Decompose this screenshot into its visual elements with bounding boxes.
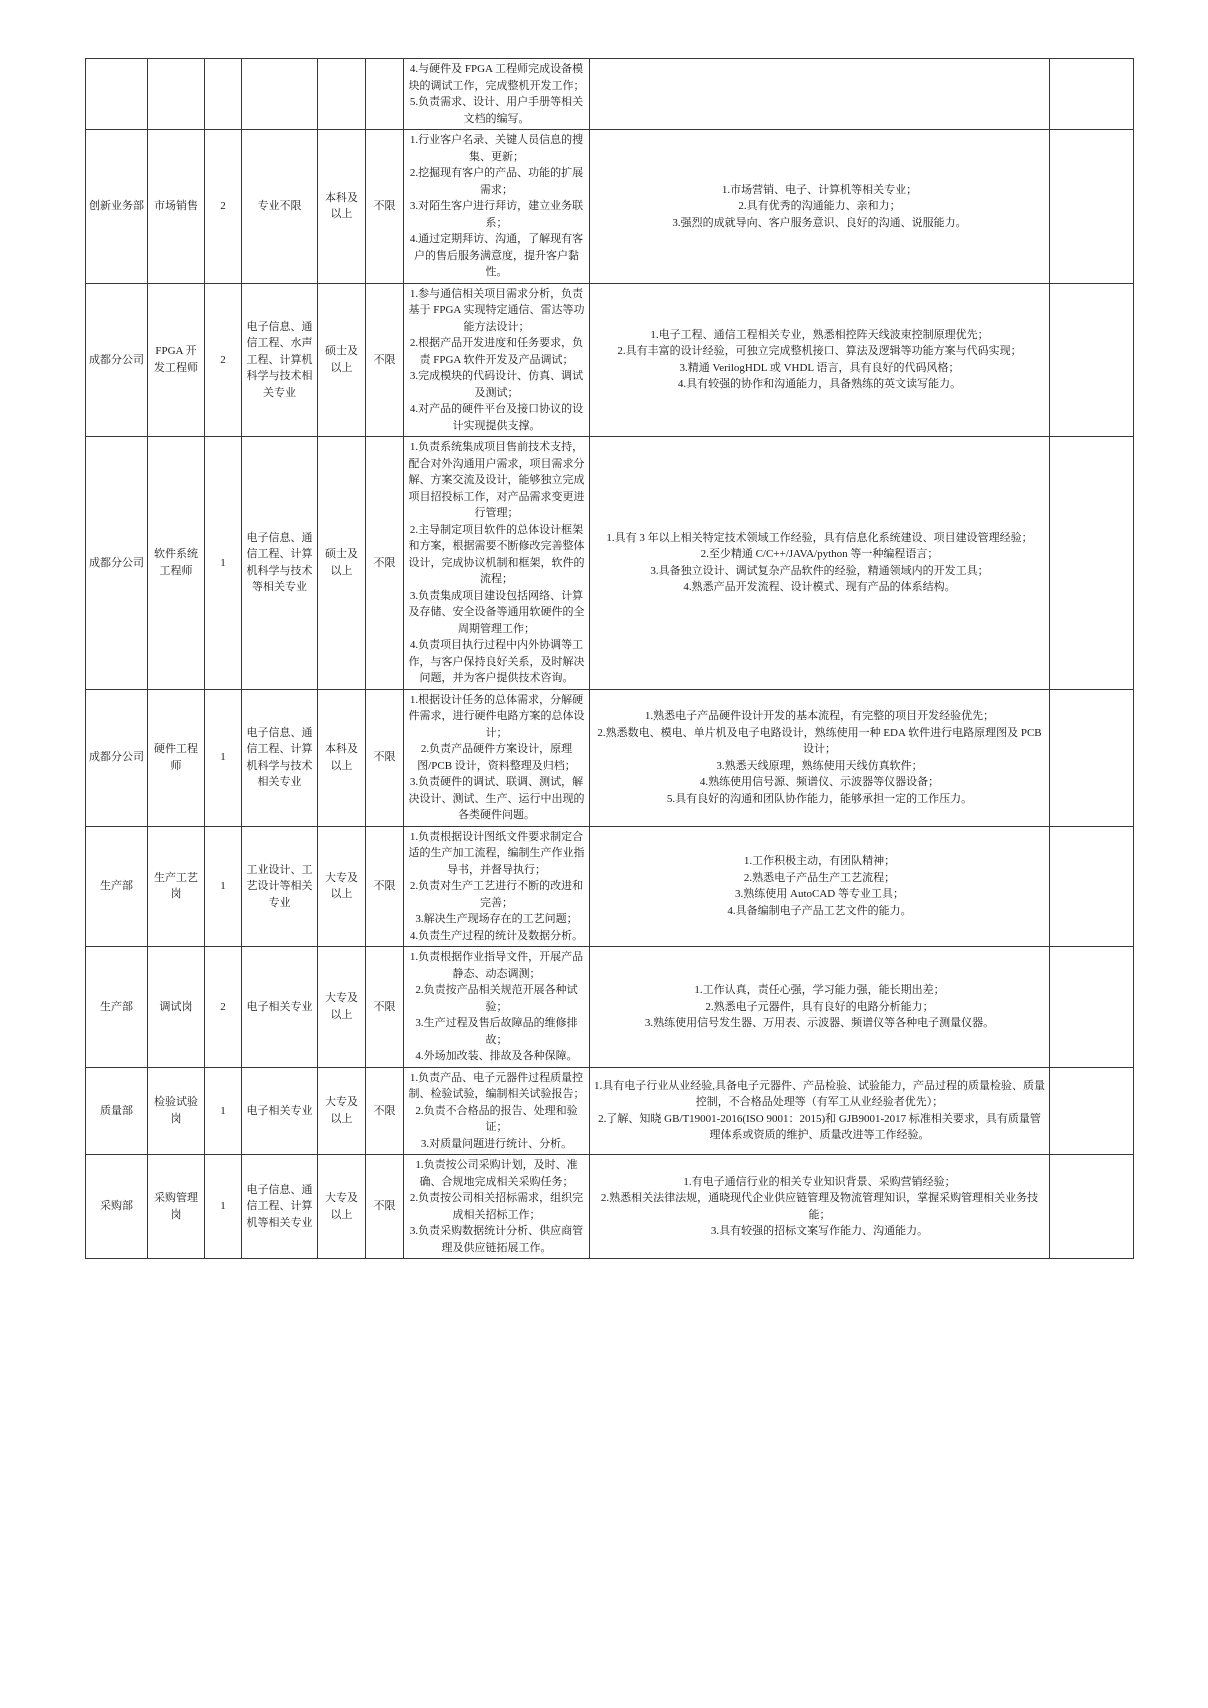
table-row <box>86 947 1134 1068</box>
requirement-item: 4.具有较强的协作和沟通能力，具备熟练的英文读写能力。 <box>677 378 962 391</box>
job-table-body <box>86 59 1134 1259</box>
requirement-item: 1.熟悉电子产品硬件设计开发的基本流程，有完整的项目开发经验优先； <box>644 710 995 722</box>
position-cell <box>148 59 205 130</box>
position-cell: 检验试验岗 <box>148 1067 205 1155</box>
requirements-cell <box>590 826 1050 947</box>
table-row <box>86 689 1134 826</box>
requirements-cell <box>590 283 1050 437</box>
duty-item: 4.对产品的硬件平台及接口协议的设计实现提供支撑。 <box>409 403 584 432</box>
requirement-item: 2.至少精通 C/C++/JAVA/python 等一种编程语言； <box>700 548 939 561</box>
major-cell <box>242 59 318 130</box>
table-row <box>86 826 1134 947</box>
education-cell: 本科及以上 <box>318 130 366 284</box>
duty-item: 3.负责集成项目建设包括网络、计算及存储、安全设备等通用软硬件的全周期管理工作； <box>408 589 585 635</box>
major-cell: 电子相关专业 <box>242 1067 318 1155</box>
table-row <box>86 59 1134 130</box>
requirement-item: 1.具有电子行业从业经验,具备电子元器件、产品检验、试验能力，产品过程的质量检验、质量控制，不合格品处理等（有军工从业经验者优先）； <box>594 1079 1045 1109</box>
age-limit-cell: 不限 <box>366 1067 404 1155</box>
duty-item: 4.负责生产过程的统计及数据分析。 <box>409 929 584 942</box>
duties-cell <box>404 947 590 1068</box>
remarks-cell <box>1050 59 1134 130</box>
remarks-cell <box>1050 437 1134 690</box>
requirements-cell <box>590 1067 1050 1155</box>
duty-item: 2.负责产品硬件方案设计，原理图/PCB 设计，资料整理及归档； <box>417 743 576 772</box>
table-row <box>86 130 1134 284</box>
headcount-cell <box>205 59 242 130</box>
duty-item: 2.负责按产品相关规范开展各种试验； <box>415 984 578 1013</box>
position-cell: 采购管理岗 <box>148 1155 205 1259</box>
position-cell: 软件系统工程师 <box>148 437 205 690</box>
duty-item: 2.挖掘现有客户的产品、功能的扩展需求； <box>409 167 584 196</box>
duty-item: 3.完成模块的代码设计、仿真、调试及测试； <box>409 370 584 399</box>
remarks-cell <box>1050 689 1134 826</box>
duties-cell <box>404 826 590 947</box>
position-cell: 硬件工程师 <box>148 689 205 826</box>
duty-item: 2.负责按公司相关招标需求，组织完成相关招标工作； <box>409 1192 584 1221</box>
requirement-item: 2.了解、知晓 GB/T19001-2016(ISO 9001：2015)和 GJB9001-2017 标准相关要求，具有质量管理体系或资质的维护、质量改进等工作经验。 <box>598 1112 1041 1142</box>
headcount-cell: 1 <box>205 1067 242 1155</box>
major-cell: 工业设计、工艺设计等相关专业 <box>242 826 318 947</box>
duty-item: 4.外场加改装、排故及各种保障。 <box>415 1050 578 1062</box>
age-limit-cell: 不限 <box>366 437 404 690</box>
requirement-item: 2.具有优秀的沟通能力、亲和力； <box>738 200 901 212</box>
remarks-cell <box>1050 1155 1134 1259</box>
remarks-cell <box>1050 826 1134 947</box>
position-cell: 市场销售 <box>148 130 205 284</box>
headcount-cell: 1 <box>205 437 242 690</box>
requirement-item: 3.精通 VerilogHDL 或 VHDL 语言，具有良好的代码风格； <box>679 361 960 374</box>
duty-item: 2.主导制定项目软件的总体设计框架和方案，根据需要不断修改完善整体设计，完成协议机制和框架，软件的流程； <box>408 523 585 585</box>
duties-cell <box>404 1067 590 1155</box>
requirement-item: 3.强烈的成就导向、客户服务意识、良好的沟通、说服能力。 <box>672 216 967 229</box>
duties-cell <box>404 689 590 826</box>
requirement-item: 1.具有 3 年以上相关特定技术领域工作经验，具有信息化系统建设、项目建设管理经验； <box>606 531 1033 544</box>
age-limit-cell: 不限 <box>366 947 404 1068</box>
department-cell: 成都分公司 <box>86 283 148 437</box>
requirement-item: 2.熟悉电子产品生产工艺流程； <box>743 871 896 884</box>
job-positions-table <box>85 58 1134 1259</box>
department-cell: 成都分公司 <box>86 689 148 826</box>
headcount-cell: 1 <box>205 1155 242 1259</box>
major-cell: 电子信息、通信工程、计算机科学与技术相关专业 <box>242 689 318 826</box>
age-limit-cell: 不限 <box>366 130 404 284</box>
requirement-item: 3.熟练使用信号发生器、万用表、示波器、频谱仪等各种电子测量仪器。 <box>644 1017 995 1029</box>
education-cell: 硕士及以上 <box>318 283 366 437</box>
headcount-cell: 2 <box>205 283 242 437</box>
duty-item: 1.负责按公司采购计划，及时、准确、合规地完成相关采购任务； <box>415 1159 578 1188</box>
education-cell: 大专及以上 <box>318 947 366 1068</box>
requirement-item: 3.具备独立设计、调试复杂产品软件的经验，精通领域内的开发工具； <box>650 564 989 577</box>
duty-item: 2.根据产品开发进度和任务要求，负责 FPGA 软件开发及产品调试； <box>409 337 584 366</box>
requirement-item: 5.具有良好的沟通和团队协作能力，能够承担一定的工作压力。 <box>666 792 973 805</box>
requirements-cell <box>590 1155 1050 1259</box>
requirement-item: 3.具有较强的招标文案写作能力、沟通能力。 <box>710 1225 929 1237</box>
duty-item: 3.对陌生客户进行拜访，建立业务联系； <box>409 200 584 229</box>
requirements-cell <box>590 437 1050 690</box>
education-cell: 本科及以上 <box>318 689 366 826</box>
requirement-item: 4.具备编制电子产品工艺文件的能力。 <box>727 904 912 917</box>
duty-item: 4.负责项目执行过程中内外协调等工作，与客户保持良好关系，及时解决问题，并为客户提供技术咨询。 <box>408 639 585 684</box>
position-cell: 调试岗 <box>148 947 205 1068</box>
education-cell: 硕士及以上 <box>318 437 366 690</box>
education-cell: 大专及以上 <box>318 1067 366 1155</box>
education-cell: 大专及以上 <box>318 826 366 947</box>
duty-item: 2.负责不合格品的报告、处理和验证； <box>415 1104 578 1133</box>
duties-cell <box>404 1155 590 1259</box>
department-cell <box>86 59 148 130</box>
remarks-cell <box>1050 130 1134 284</box>
major-cell: 电子信息、通信工程、计算机等相关专业 <box>242 1155 318 1259</box>
position-cell: FPGA 开发工程师 <box>148 283 205 437</box>
age-limit-cell: 不限 <box>366 689 404 826</box>
duty-item: 1.负责产品、电子元器件过程质量控制、检验试验，编制相关试验报告； <box>408 1071 585 1100</box>
duty-item: 3.生产过程及售后故障品的维修排故； <box>415 1017 578 1046</box>
duty-item: 3.负责硬件的调试、联调、测试，解决设计、测试、生产、运行中出现的各类硬件问题。 <box>408 776 585 821</box>
education-cell: 大专及以上 <box>318 1155 366 1259</box>
remarks-cell <box>1050 1067 1134 1155</box>
department-cell: 质量部 <box>86 1067 148 1155</box>
department-cell: 采购部 <box>86 1155 148 1259</box>
headcount-cell: 2 <box>205 130 242 284</box>
requirement-item: 2.熟悉相关法律法规，通晓现代企业供应链管理及物流管理知识，掌握采购管理相关业务技能； <box>600 1192 1039 1221</box>
duty-item: 5.负责需求、设计、用户手册等相关文档的编写。 <box>409 96 584 125</box>
requirement-item: 2.具有丰富的设计经验，可独立完成整机接口、算法及逻辑等功能方案与代码实现； <box>617 345 1022 358</box>
major-cell: 电子信息、通信工程、计算机科学与技术等相关专业 <box>242 437 318 690</box>
duty-item: 2.负责对生产工艺进行不断的改进和完善； <box>409 880 584 909</box>
department-cell: 成都分公司 <box>86 437 148 690</box>
requirement-item: 1.市场营销、电子、计算机等相关专业； <box>721 183 918 196</box>
duty-item: 1.负责根据设计图纸文件要求制定合适的生产加工流程，编制生产作业指导书，并督导执行； <box>408 830 585 876</box>
position-cell: 生产工艺岗 <box>148 826 205 947</box>
requirements-cell <box>590 689 1050 826</box>
major-cell: 电子信息、通信工程、水声工程、计算机科学与技术相关专业 <box>242 283 318 437</box>
age-limit-cell: 不限 <box>366 826 404 947</box>
table-row <box>86 1155 1134 1259</box>
requirement-item: 2.熟悉电子元器件，具有良好的电路分析能力； <box>705 1000 934 1013</box>
duty-item: 1.行业客户名录、关键人员信息的搜集、更新； <box>409 134 584 163</box>
duty-item: 1.负责根据作业指导文件，开展产品静态、动态调测； <box>409 951 584 980</box>
age-limit-cell <box>366 59 404 130</box>
requirement-item: 2.熟悉数电、模电、单片机及电子电路设计，熟练使用一种 EDA 软件进行电路原理图及 PCB 设计； <box>597 726 1042 755</box>
major-cell: 专业不限 <box>242 130 318 284</box>
requirement-item: 1.有电子通信行业的相关专业知识背景、采购营销经验； <box>683 1175 956 1188</box>
requirement-item: 4.熟悉产品开发流程、设计模式、现有产品的体系结构。 <box>683 581 956 594</box>
requirement-item: 3.熟练使用 AutoCAD 等专业工具； <box>735 888 904 901</box>
requirement-item: 1.电子工程、通信工程相关专业，熟悉相控阵天线波束控制原理优先； <box>650 328 989 341</box>
duty-item: 1.根据设计任务的总体需求，分解硬件需求，进行硬件电路方案的总体设计； <box>408 693 585 739</box>
duties-cell <box>404 283 590 437</box>
requirement-item: 3.熟悉天线原理，熟练使用天线仿真软件； <box>716 759 923 772</box>
headcount-cell: 1 <box>205 826 242 947</box>
department-cell: 生产部 <box>86 947 148 1068</box>
headcount-cell: 2 <box>205 947 242 1068</box>
duty-item: 3.对质量问题进行统计、分析。 <box>420 1137 573 1150</box>
education-cell <box>318 59 366 130</box>
table-row <box>86 437 1134 690</box>
duty-item: 1.参与通信相关项目需求分析，负责基于 FPGA 实现特定通信、雷达等功能方法设计； <box>408 287 585 333</box>
duty-item: 4.与硬件及 FPGA 工程师完成设备模块的调试工作，完成整机开发工作； <box>408 63 585 92</box>
duty-item: 3.负责采购数据统计分析、供应商管理及供应链拓展工作。 <box>409 1225 584 1254</box>
headcount-cell: 1 <box>205 689 242 826</box>
requirements-cell <box>590 130 1050 284</box>
requirement-item: 1.工作认真，责任心强，学习能力强，能长期出差； <box>694 984 945 996</box>
duties-cell <box>404 130 590 284</box>
duties-cell <box>404 437 590 690</box>
requirement-item: 4.熟练使用信号源、频谱仪、示波器等仪器设备； <box>699 776 940 788</box>
duty-item: 1.负责系统集成项目售前技术支持，配合对外沟通用户需求，项目需求分解、方案交流及设计，能够独立完成项目招投标工作，对产品需求变更进行管理； <box>408 441 585 519</box>
duties-cell <box>404 59 590 130</box>
duty-item: 4.通过定期拜访、沟通，了解现有客户的售后服务满意度，提升客户黏性。 <box>409 233 584 278</box>
remarks-cell <box>1050 947 1134 1068</box>
age-limit-cell: 不限 <box>366 1155 404 1259</box>
table-row <box>86 283 1134 437</box>
duty-item: 3.解决生产现场存在的工艺问题； <box>415 913 578 925</box>
major-cell: 电子相关专业 <box>242 947 318 1068</box>
department-cell: 生产部 <box>86 826 148 947</box>
table-row <box>86 1067 1134 1155</box>
requirement-item: 1.工作积极主动，有团队精神； <box>743 855 896 868</box>
age-limit-cell: 不限 <box>366 283 404 437</box>
department-cell: 创新业务部 <box>86 130 148 284</box>
remarks-cell <box>1050 283 1134 437</box>
requirements-cell <box>590 59 1050 130</box>
requirements-cell <box>590 947 1050 1068</box>
